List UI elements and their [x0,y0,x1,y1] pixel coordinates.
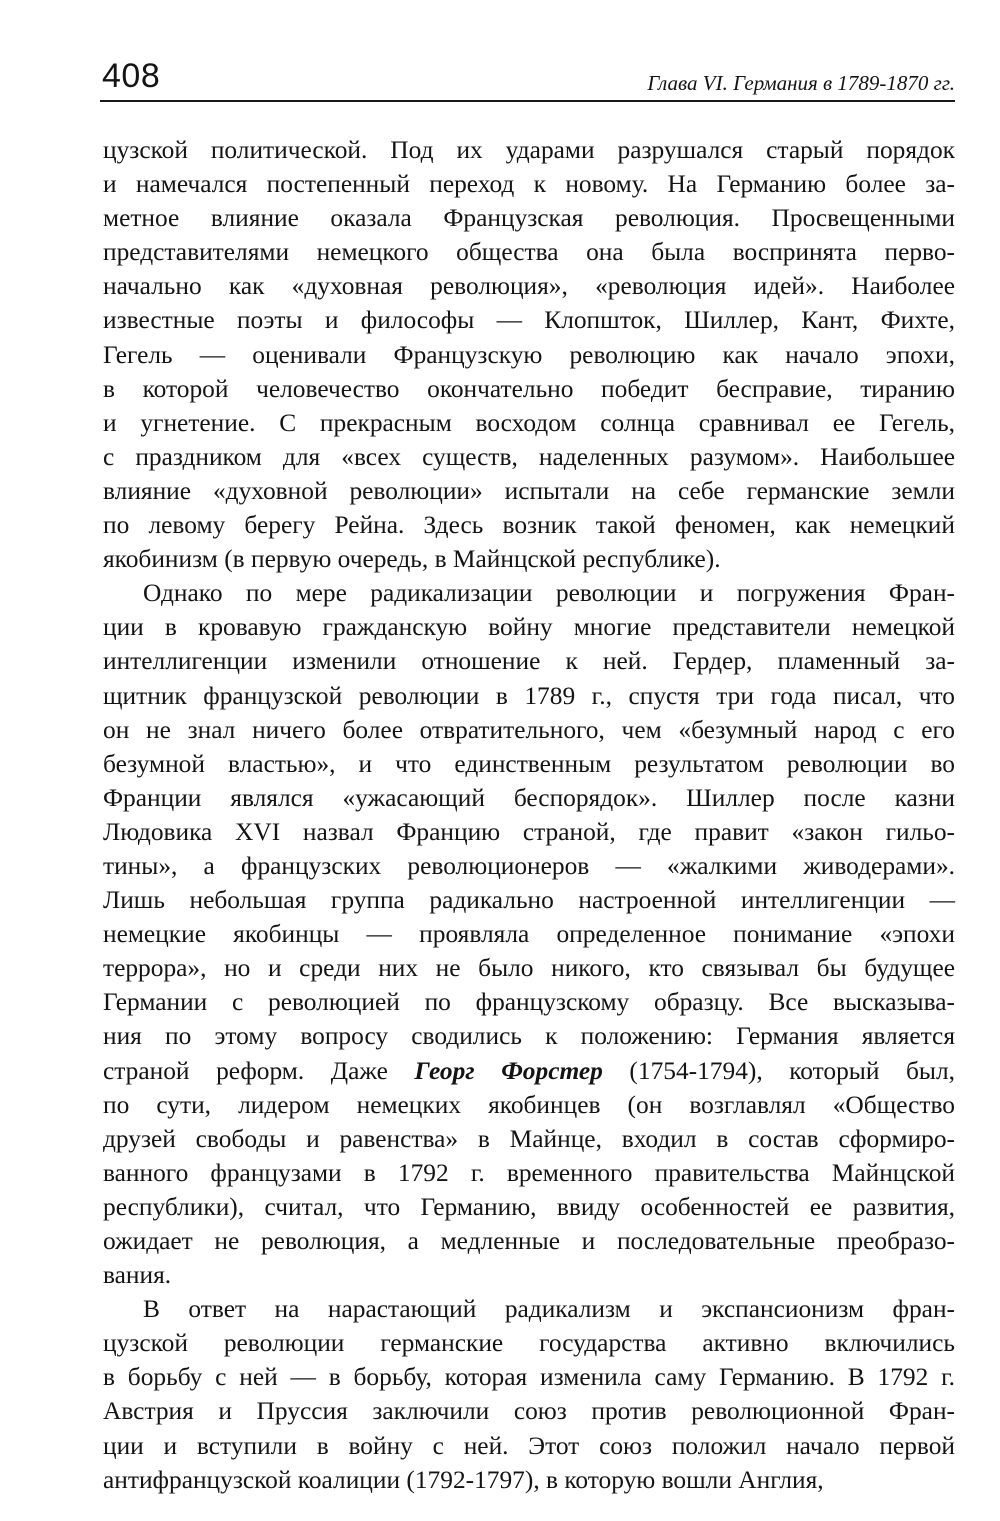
chapter-title: Глава VI. Германия в 1789-1870 гг. [647,71,955,95]
text-line: немецкие якобинцы — проявляла определенное понимание «эпохи [103,920,955,949]
text-line: и намечался постепенный переход к новому. На Германию более за- [103,170,955,199]
text-line: начально как «духовная революция», «революция идей». Наиболее [103,272,955,301]
text-line: страной реформ. Даже Георг Форстер (1754-1794), который был, [103,1056,955,1085]
text-line: ванного французами в 1792 г. временного правительства Майнцской [103,1158,955,1187]
text-line: известные поэты и философы — Клопшток, Шиллер, Кант, Фихте, [103,306,955,335]
text-line: щитник французской революции в 1789 г., спустя три года писал, что [103,681,955,710]
text-line: в которой человечество окончательно победит бесправие, тиранию [103,374,955,403]
text-line: с праздником для «всех существ, наделенных разумом». Наибольшее [103,442,955,471]
text-line: Людовика XVI назвал Францию страной, где правит «закон гильо- [103,817,955,846]
text-line: цузской революции германские государства активно включились [103,1329,955,1358]
body-text [103,133,955,1497]
text-line: по сути, лидером немецких якобинцев (он возглавлял «Общество [103,1090,955,1119]
text-line: тины», а французских революционеров — «жалкими живодерами». [103,851,955,880]
text-line: Гегель — оценивали Французскую революцию как начало эпохи, [103,340,955,369]
text-line: В ответ на нарастающий радикализм и экспансионизм фран- [143,1295,955,1324]
text-line: безумной властью», и что единственным результатом революции во [103,749,955,778]
text-line: ния по этому вопросу сводились к положению: Германия является [103,1022,955,1051]
text-line: вания. [103,1261,172,1290]
page-number: 408 [102,57,161,95]
running-header [100,58,955,102]
text-line: ции в кровавую гражданскую войну многие представители немецкой [103,613,955,642]
text-line: якобинизм (в первую очередь, в Майнцской республике). [103,545,721,574]
text-line: антифранцузской коалиции (1792-1797), в которую вошли Англия, [103,1465,824,1494]
emphasized-name: Георг Форстер [414,1056,603,1085]
text-line: ожидает не революция, а медленные и последовательные преобразо- [103,1227,955,1255]
text-line: друзей свободы и равенства» в Майнце, входил в состав сформиро- [103,1124,955,1153]
text-line: влияние «духовной революции» испытали на себе германские земли [103,476,955,505]
paragraph [103,576,955,1292]
text-line: ции и вступили в войну с ней. Этот союз положил начало первой [103,1431,955,1460]
text-line: в борьбу с ней — в борьбу, которая изменила саму Германию. В 1792 г. [103,1363,955,1392]
text-line: республики), считал, что Германию, ввиду особенностей ее развития, [103,1192,955,1221]
text-line: Однако по мере радикализации революции и погружения Фран- [143,579,955,608]
text-line: представителями немецкого общества она была воспринята перво- [103,238,955,267]
paragraph [103,133,955,576]
text-line: Лишь небольшая группа радикально настроенной интеллигенции — [103,886,955,915]
text-line: Австрия и Пруссия заключили союз против революционной Фран- [103,1397,955,1426]
text-line: и угнетение. С прекрасным восходом солнца сравнивал ее Гегель, [103,408,955,437]
text-line: он не знал ничего более отвратительного, чем «безумный народ с его [103,715,955,744]
text-line: метное влияние оказала Французская революция. Просвещенными [103,204,955,233]
text-line: Германии с революцией по французскому образцу. Все высказыва- [103,988,955,1017]
text-line: интеллигенции изменили отношение к ней. Гердер, пламенный за- [103,647,955,676]
text-line: Франции являлся «ужасающий беспорядок». Шиллер после казни [103,783,955,812]
text-line: террора», но и среди них не было никого, кто связывал бы будущее [103,954,955,983]
text-line: цузской политической. Под их ударами разрушался старый порядок [103,136,955,164]
text-line: по левому берегу Рейна. Здесь возник такой феномен, как немецкий [103,511,955,540]
paragraph [103,1292,955,1497]
